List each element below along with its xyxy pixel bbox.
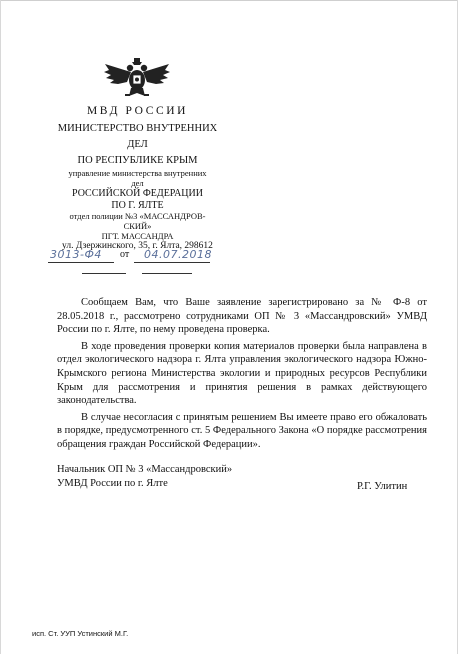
letterhead [40,103,235,253]
directorate-line: управление министерства внутренних [68,167,207,178]
ministry-line: МИНИСТЕРСТВО ВНУТРЕННИХ [57,122,218,134]
department-line: СКИЙ» [123,221,152,232]
outgoing-number: 3013-Ф4 [50,248,102,261]
directorate-line: дел [131,177,144,188]
directorate-line: РОССИЙСКОЙ ФЕДЕРАЦИИ [72,187,203,199]
body-paragraph: В ходе проведения проверки копия материалов проверки была направлена в отдел экологического надзора г. Ялта управления экологического надзора Южно-Крымского региона Министерства экологии и природных ресурсов Республики Крым для рассмотрения и принятия решения в рамках действующего законодательства. [57,340,427,407]
directorate-line: ПО Г. ЯЛТЕ [111,199,164,211]
date-underline [134,262,210,263]
registration-line [48,248,228,276]
department-address: ул. Дзержинского, 35, г. Ялта, 298612 [62,241,213,252]
date-from-label: от [120,249,130,260]
executor-note: исп. Ст. УУП Устинский М.Г. [32,629,129,638]
letter-body [57,296,427,455]
reply-number-underline [82,273,126,274]
signatory-name: Р.Г. Улитин [357,481,408,492]
signatory-title: Начальник ОП № 3 «Массандровский» [57,464,233,475]
reply-date-underline [142,273,192,274]
number-underline [48,262,114,263]
ministry-line: ДЕЛ [127,138,148,150]
ministry-line: ПО РЕСПУБЛИКЕ КРЫМ [77,155,198,167]
mvd-emblem-icon [101,56,173,104]
department-line: отдел полиции №3 «МАССАНДРОВ- [69,211,206,222]
outgoing-date: 04.07.2018 [144,248,212,261]
scan-border-left [0,0,1,654]
signatory-title: УМВД России по г. Ялте [57,478,168,489]
body-paragraph: В случае несогласия с принятым решением Вы имеете право его обжаловать в порядке, предусмотренного ст. 5 Федерального Закона «О порядке рассмотрения обращения граждан Российской Федерации». [57,411,427,450]
signature-block [57,463,432,491]
body-paragraph: Сообщаем Вам, что Ваше заявление зарегистрировано за № Ф-8 от 28.05.2018 г., рассмотрено сотрудниками ОП № 3 «Массандровский» УМВД России по г. Ялте, по нему проведена проверка. [57,297,427,336]
agency-name: МВД РОССИИ [86,105,189,117]
department-line: ПГТ. МАССАНДРА [101,231,174,242]
scan-border-top [0,0,458,1]
